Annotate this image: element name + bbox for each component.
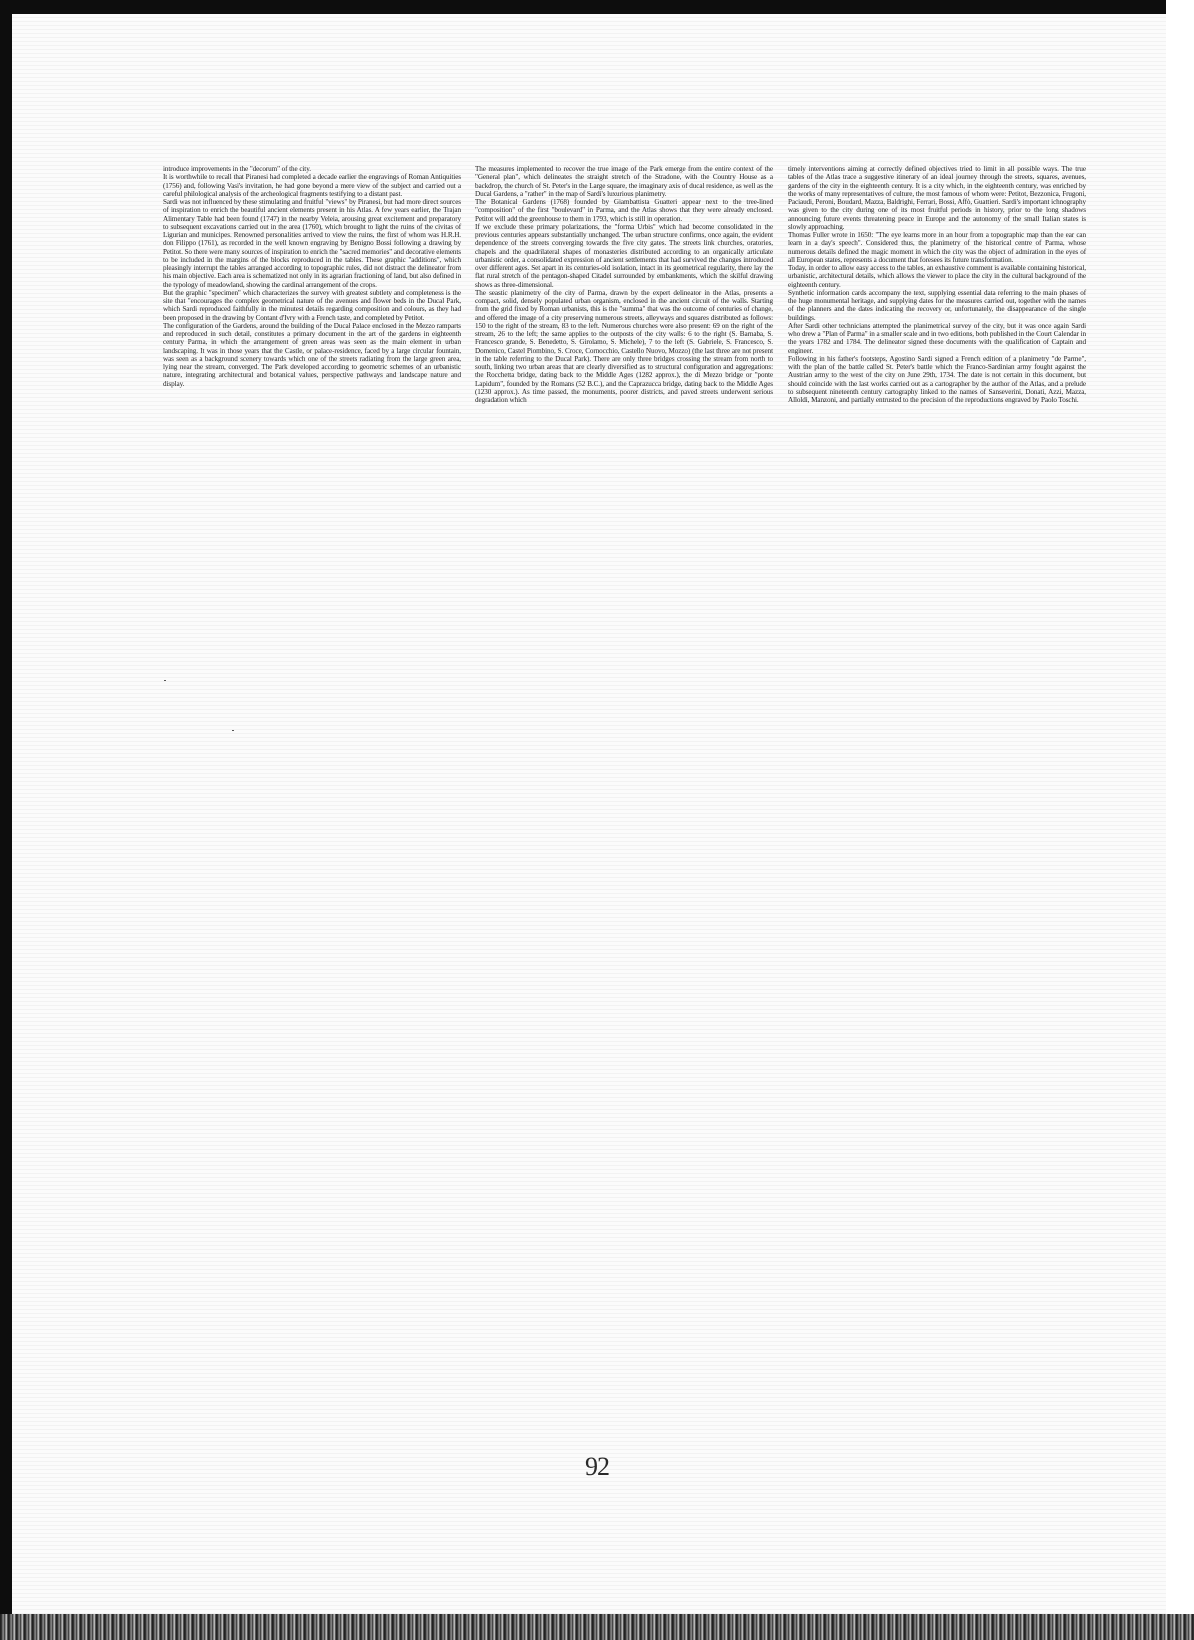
paragraph: Following in his father's footsteps, Agostino Sardi signed a French edition of a planimetry "de Parme", with the plan of the battle called St. Peter's battle which the Franco-Sardinian army fought against the Austrian army to the west of the city on June 29th, 1734. The date is not certain in this document, but should coincide with the last works carried out as a cartographer by the author of the Atlas, and a prelude to subsequent nineteenth century cartography linked to the names of Sanseverini, Donati, Azzi, Mazza, Alloldi, Manzoni, and partially entrusted to the precision of the reproductions engraved by Paolo Toschi. [788,354,1086,404]
paragraph: The seastic planimetry of the city of Parma, drawn by the expert delineator in the Atlas, presents a compact, solid, densely populated urban organism, enclosed in the ancient circuit of the walls. Starting from the grid fixed by Roman urbanists, this is the "summa" that was the outcome of centuries of change, and offered the image of a city preserving numerous streets, alleyways and squares distributed as follows: 150 to the right of the stream, 83 to the left. Numerous churches were also present: 69 on the right of the stream, 26 to the left; the same applies to the outposts of the city walls: 6 to the right (S. Barnaba, S. Francesco grande, S. Benedetto, S. Girolamo, S. Michele), 7 to the left (S. Gabriele, S. Francesco, S. Domenico, Castel Piombino, S. Croce, Cornocchio, Castello Nuovo, Mozzo) (the last three are not present in the table referring to the Ducal Park). There are only three bridges crossing the stream from north to south, linking two urban areas that are clearly diversified as to structural configuration and aggregations: the Rocchetta bridge, dating back to the Middle Ages (1282 approx.), the di Mezzo bridge or "ponte Lapidum", founded by the Romans (52 B.C.), and the Caprazucca bridge, dating back to the Middle Ages (1230 approx.). As time passed, the monuments, poorer districts, and paved streets underwent serious degradation which [475,288,773,404]
paragraph: Sardi was not influenced by these stimulating and fruitful "views" by Piranesi, but had more direct sources of inspiration to enrich the beautiful ancient elements present in his Atlas. A few years earlier, the Trajan Alimentary Table had been found (1747) in the nearby Veleia, arousing great excitement and preparatory to subsequent excavations carried out in the area (1760), which brought to light the ruins of the civitas of Ligurian and municipes. Renowned personalities arrived to view the ruins, the first of whom was H.R.H. don Filippo (1761), as recorded in the well known engraving by Benigno Bossi following a drawing by Petitot. So there were many sources of inspiration to enrich the "sacred memories" and decorative elements to be included in the margins of the blocks reproduced in the tables. These graphic "additions", which pleasingly interrupt the tables arranged according to topographic rules, did not distract the delineator from his main objective. Each area is schematized not only in its agrarian fractioning of land, but also defined in the typology of meadowland, showing the cardinal arrangement of the crops. [163,198,461,289]
document-page [12,14,1166,1614]
scan-speck [164,680,166,681]
text-column-right [788,165,1086,404]
paragraph: The Botanical Gardens (1768) founded by Giambattista Guatteri appear next to the tree-lined "composition" of the first "boulevard" in Parma, and the Atlas shows that they were already enclosed. Petitot will add the greenhouse to them in 1793, which is still in operation. [475,198,773,223]
paragraph: The configuration of the Gardens, around the building of the Ducal Palace enclosed in the Mezzo ramparts and reproduced in such detail, constitutes a primary document in the art of the gardens in eighteenth century Parma, in which the arrangement of green areas was seen as the main element in urban landscaping. It was in those years that the Castle, or palace-residence, faced by a large circular fountain, was seen as a background scenery towards which one of the streets radiating from the large green area, lying near the stream, converged. The Park developed according to geometric schemes of an urbanistic nature, integrating architectural and botanical values, perspective pathways and landscape nature and display. [163,321,461,388]
paragraph: timely interventions aiming at correctly defined objectives tried to limit in all possible ways. The true tables of the Atlas trace a suggestive itinerary of an ideal journey through the streets, squares, avenues, gardens of the city in the eighteenth century. It is a city which, in the eighteenth century, was enriched by the works of many representatives of culture, the most famous of whom were: Petitot, Bezzonica, Frugoni, Paciaudi, Peroni, Boudard, Mazza, Baldrighi, Ferrari, Bossi, Affò, Guattieri. Sardi's important ichnography was given to the city during one of its most fruitful periods in history, prior to the long shadows announcing future events threatening peace in Europe and the autonomy of the small Italian states is slowly approaching. [788,165,1086,231]
text-column-middle [475,165,773,404]
paragraph: Today, in order to allow easy access to the tables, an exhaustive comment is available containing historical, urbanistic, architectural details, which allows the viewer to place the city in the cultural background of the eighteenth century. [788,264,1086,289]
scan-edge-bottom [0,1614,1194,1640]
paragraph: But the graphic "specimen" which characterizes the survey with greatest subtlety and completeness is the site that "encourages the complex geometrical nature of the avenues and flower beds in the Ducal Park, which Sardi reproduced faithfully in the minutest details regarding composition and colours, as they had been proposed in the drawing by Contant d'Ivry with a French taste, and completed by Petitot. [163,288,461,322]
paragraph: The measures implemented to recover the true image of the Park emerge from the entire context of the "General plan", which delineates the straight stretch of the Stradone, with the Country House as a backdrop, the church of St. Peter's in the Large square, the imaginary axis of ducal residence, as well as the Ducal Gardens, a "rather" in the map of Sardi's luxurious planimetry. [475,165,773,198]
text-column-left [163,165,461,388]
page-number: 92 [585,1452,609,1481]
scan-speck [232,730,234,731]
paragraph: Synthetic information cards accompany the text, supplying essential data referring to the main phases of the huge monumental heritage, and supplying dates for the measures carried out, together with the names of the planners and the dates indicating the recovery or, unfortunately, the disappearance of the single buildings. [788,288,1086,322]
paragraph: It is worthwhile to recall that Piranesi had completed a decade earlier the engravings of Roman Antiquities (1756) and, following Vasi's invitation, he had gone beyond a mere view of the subject and carried out a careful philological analysis of the archeological fragments testifying to a distant past. [163,173,461,198]
paragraph: If we exclude these primary polarizations, the "forma Urbis" which had become consolidated in the previous centuries appears substantially unchanged. The urban structure confirms, once again, the evident dependence of the streets converging towards the five city gates. The streets link churches, oratories, chapels and the quadrilateral shapes of monasteries distributed according to an organically articulate urbanistic order, a consolidated expression of ancient settlements that had survived the changes introduced over different ages. Set apart in its centuries-old isolation, intact in its geometrical regularity, there lay the flat rural stretch of the pentagon-shaped Citadel surrounded by embankments, which the skilful drawing shows as three-dimensional. [475,222,773,289]
paragraph: introduce improvements in the "decorum" of the city. [163,165,311,173]
scan-edge-right [1166,0,1194,1640]
paragraph: Thomas Fuller wrote in 1650: "The eye learns more in an hour from a topographic map than the ear can learn in a day's speech". Considered thus, the planimetry of the historical centre of Parma, whose numerous details defined the magic moment in which the city was the object of admiration in the eyes of all European states, represents a document that foresees its future transformation. [788,231,1086,264]
paragraph: After Sardi other technicians attempted the planimetrical survey of the city, but it was once again Sardi who drew a "Plan of Parma" in a smaller scale and in two editions, both published in the Court Calendar in the years 1782 and 1784. The delineator signed these documents with the qualification of Captain and engineer. [788,321,1086,355]
